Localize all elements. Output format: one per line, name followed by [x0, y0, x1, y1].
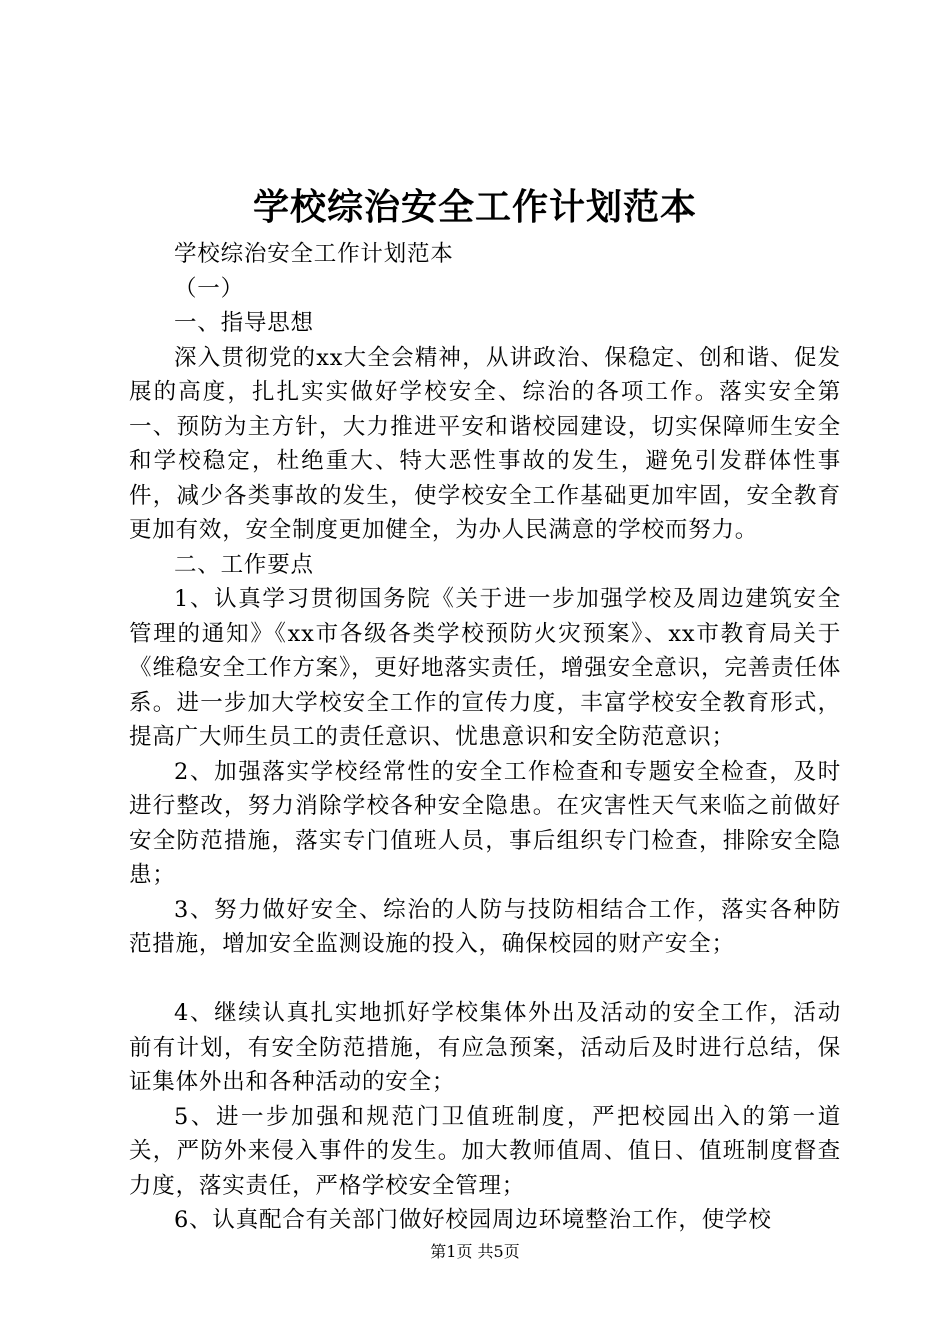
document-title: 学校综治安全工作计划范本 — [252, 186, 697, 228]
paragraph: 3、努力做好安全、综治的人防与技防相结合工作，落实各种防范措施，增加安全监测设施的投入，确保校园的财产安全； — [129, 896, 841, 957]
paragraph: 学校综治安全工作计划范本 — [174, 241, 454, 267]
blank-line — [129, 962, 841, 997]
paragraph: 一、指导思想 — [174, 310, 314, 336]
paragraph: 5、进一步加强和规范门卫值班制度，严把校园出入的第一道关，严防外来侵入事件的发生。加大教师值周、值日、值班制度督查力度，落实责任，严格学校安全管理； — [129, 1103, 841, 1199]
paragraph: 深入贯彻党的xx大全会精神，从讲政治、保稳定、创和谐、促发展的高度，扎扎实实做好学校安全、综治的各项工作。落实安全第一、预防为主方针，大力推进平安和谐校园建设，切实保障师生安全和学校稳定，杜绝重大、特大恶性事故的发生，避免引发群体性事件，减少各类事故的发生，使学校安全工作基础更加牢固，安全教育更加有效，安全制度更加健全，为办人民满意的学校而努力。 — [129, 344, 841, 543]
paragraph: 6、认真配合有关部门做好校园周边环境整治工作，使学校 — [174, 1207, 772, 1233]
paragraph: 1、认真学习贯彻国务院《关于进一步加强学校及周边建筑安全管理的通知》《xx市各级各类学校预防火灾预案》、xx市教育局关于《维稳安全工作方案》，更好地落实责任，增强安全意识，完善责任体系。进一步加大学校安全工作的宣传力度，丰富学校安全教育形式，提高广大师生员工的责任意识、忧患意识和安全防范意识； — [129, 586, 841, 750]
paragraph: 2、加强落实学校经常性的安全工作检查和专题安全检查，及时进行整改，努力消除学校各种安全隐患。在灾害性天气来临之前做好安全防范措施，落实专门值班人员，事后组织专门检查，排除安全隐患； — [129, 758, 841, 888]
page-number: 第1页 共5页 — [430, 1242, 520, 1261]
document-body — [129, 237, 841, 1238]
paragraph: 二、工作要点 — [174, 551, 314, 578]
paragraph: 4、继续认真扎实地抓好学校集体外出及活动的安全工作，活动前有计划，有安全防范措施，有应急预案，活动后及时进行总结，保证集体外出和各种活动的安全； — [129, 1000, 841, 1095]
paragraph: （一） — [174, 275, 244, 302]
